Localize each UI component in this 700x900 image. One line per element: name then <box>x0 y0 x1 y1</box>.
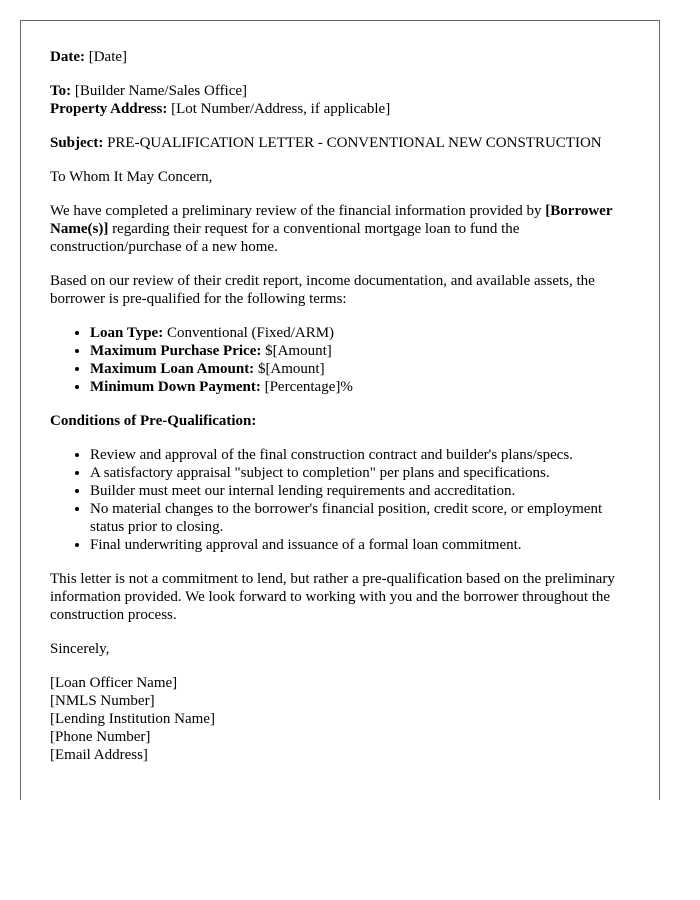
intro-paragraph <box>50 202 630 256</box>
signature-lines <box>50 674 630 764</box>
to-label: To: <box>50 83 72 99</box>
conditions-list <box>50 446 630 554</box>
term-label: Maximum Loan Amount: <box>90 361 255 377</box>
term-label: Minimum Down Payment: <box>90 379 261 395</box>
date-line <box>50 48 630 66</box>
salutation: To Whom It May Concern, <box>50 169 213 185</box>
date-value: [Date] <box>88 49 128 65</box>
terms-list <box>50 324 630 396</box>
condition-item: • No material changes to the borrower's financial position, credit score, or employment status prior to closing. <box>90 500 630 536</box>
borrower-name: [Borrower Name(s)] <box>50 203 613 237</box>
condition-item: • Builder must meet our internal lending requirements and accreditation. <box>90 482 630 500</box>
condition-item: • Review and approval of the final construction contract and builder's plans/specs. <box>90 446 630 464</box>
lending-institution-name: [Lending Institution Name] <box>50 711 215 727</box>
condition-item: • Final underwriting approval and issuance of a formal loan commitment. <box>90 536 630 554</box>
conditions-heading-text: Conditions of Pre-Qualification: <box>50 413 257 429</box>
term-item-max-loan-amount <box>90 360 630 378</box>
term-label: Loan Type: <box>90 325 164 341</box>
to-value: [Builder Name/Sales Office] <box>74 83 248 99</box>
review-paragraph: Based on our review of their credit report, income documentation, and available assets, the borrower is pre-qualified for the following terms: <box>50 273 595 307</box>
phone-number: [Phone Number] <box>50 729 151 745</box>
email-address: [Email Address] <box>50 747 148 763</box>
subject-value: PRE-QUALIFICATION LETTER - CONVENTIONAL NEW CONSTRUCTION <box>107 135 602 151</box>
condition-item: • A satisfactory appraisal "subject to completion" per plans and specifications. <box>90 464 630 482</box>
term-label: Maximum Purchase Price: <box>90 343 262 359</box>
recipient-block <box>50 82 630 118</box>
term-item-min-down-payment <box>90 378 630 396</box>
term-value: $[Amount] <box>257 361 325 377</box>
date-label: Date: <box>50 49 85 65</box>
letter-page <box>20 20 660 800</box>
to-line <box>50 82 630 100</box>
intro-text-before: We have completed a preliminary review of the financial information provided by <box>50 203 542 219</box>
address-value: [Lot Number/Address, if applicable] <box>171 101 391 117</box>
conditions-heading <box>50 412 630 430</box>
subject-line <box>50 134 630 152</box>
intro-text-after: regarding their request for a conventional mortgage loan to fund the construction/purchase of a new home. <box>50 221 520 255</box>
term-value: $[Amount] <box>265 343 332 359</box>
subject-label: Subject: <box>50 135 104 151</box>
signature-block <box>50 674 630 764</box>
term-item-loan-type <box>90 324 630 342</box>
term-value: [Percentage]% <box>264 379 353 395</box>
address-label: Property Address: <box>50 101 168 117</box>
loan-officer-name: [Loan Officer Name] <box>50 675 178 691</box>
nmls-number: [NMLS Number] <box>50 693 155 709</box>
closing-paragraph: This letter is not a commitment to lend, but rather a pre-qualification based on the preliminary information provided. We look forward to working with you and the borrower throughout the construction process. <box>50 571 615 623</box>
term-value: Conventional (Fixed/ARM) <box>166 325 335 341</box>
sign-off: Sincerely, <box>50 641 110 657</box>
address-line <box>50 100 630 118</box>
term-item-max-purchase-price <box>90 342 630 360</box>
